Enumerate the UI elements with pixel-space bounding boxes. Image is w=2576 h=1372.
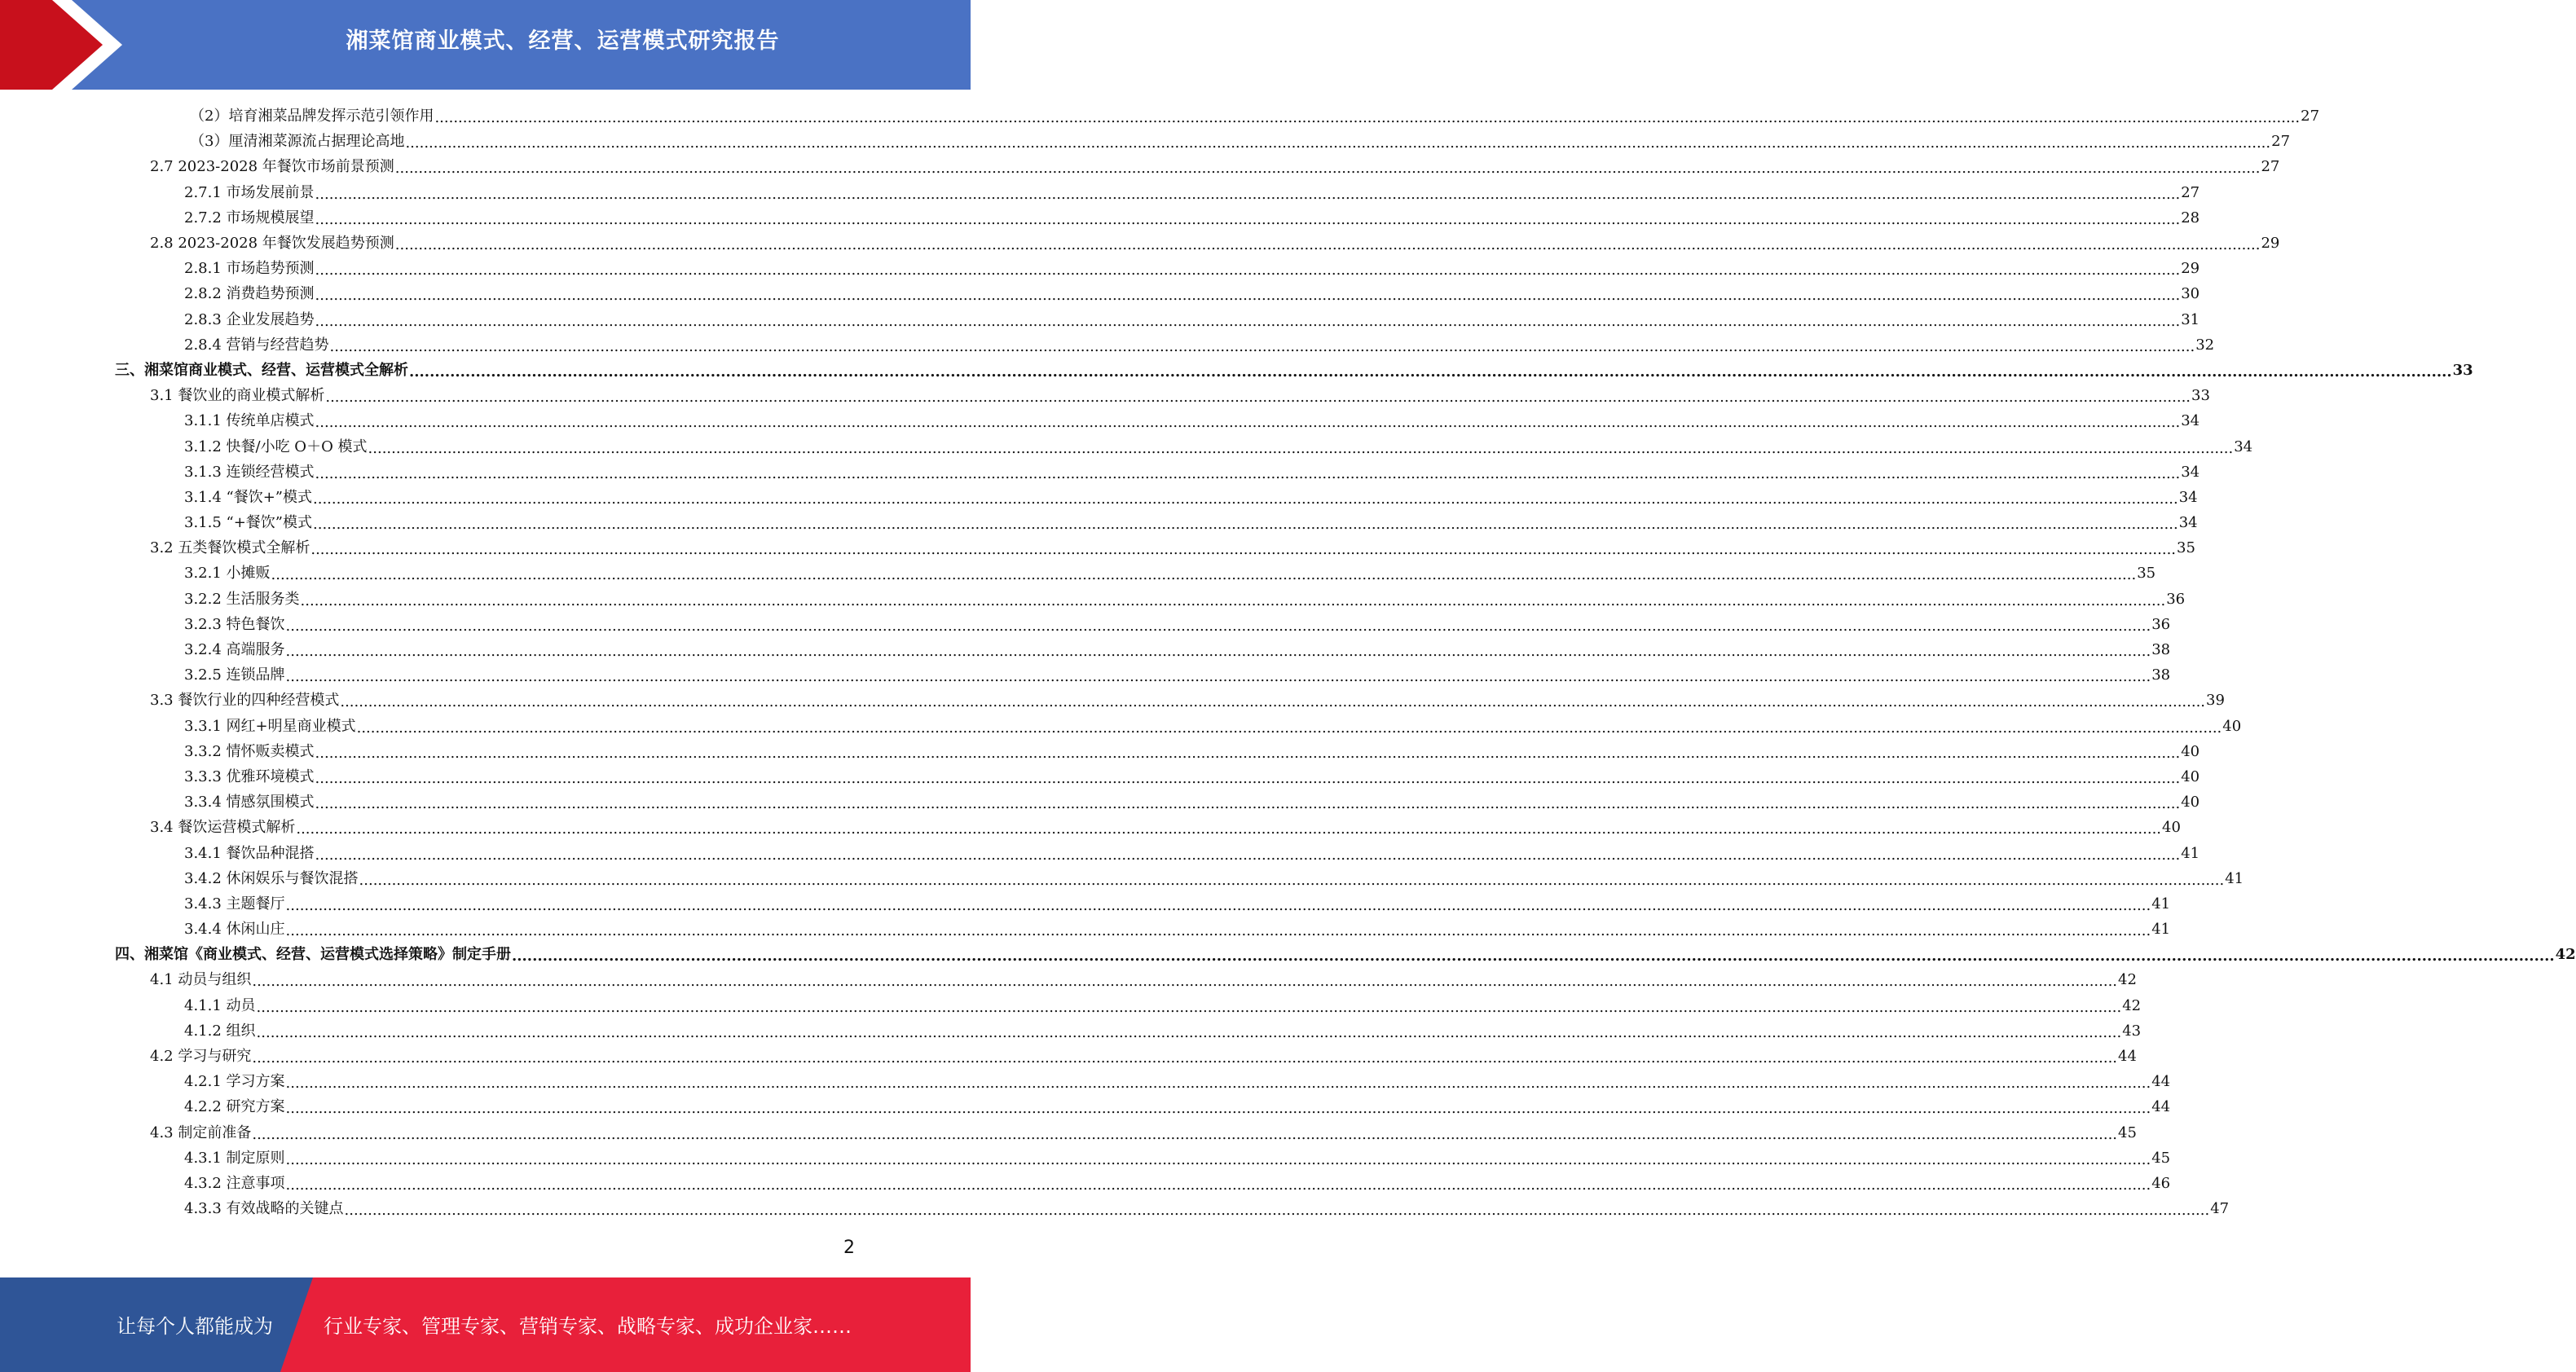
toc-entry-page: 45 — [2118, 1124, 2137, 1141]
toc-entry[interactable] — [0, 891, 2171, 917]
toc-entry-page: 29 — [2181, 260, 2200, 278]
toc-entry-label: 2.8.1 市场趋势预测 — [184, 260, 315, 278]
toc-entry[interactable] — [0, 967, 2137, 992]
toc-entry-page: 27 — [2301, 108, 2320, 125]
toc-entry[interactable] — [0, 383, 2210, 408]
toc-entry[interactable] — [0, 535, 2195, 561]
toc-entry-page: 38 — [2151, 641, 2171, 659]
toc-dot-leader: ................................................................................................................................................................................................................................................................................................................................................................................................................ — [256, 1023, 2122, 1041]
toc-entry-label: 3.4 餐饮运营模式解析 — [150, 819, 296, 837]
toc-entry-label: 4.2 学习与研究 — [150, 1048, 252, 1066]
toc-entry-page: 27 — [2181, 183, 2200, 201]
toc-entry[interactable] — [0, 485, 2198, 510]
toc-entry-page: 31 — [2181, 310, 2200, 328]
toc-entry-page: 27 — [2261, 158, 2280, 176]
toc-entry[interactable] — [0, 332, 2215, 358]
toc-entry[interactable] — [0, 408, 2200, 433]
toc-entry-label: 4.2.1 学习方案 — [184, 1073, 285, 1091]
toc-entry-page: 36 — [2151, 615, 2171, 633]
toc-dot-leader: ................................................................................................................................................................................................................................................................................................................................................................................................................ — [285, 643, 2151, 661]
toc-entry[interactable] — [0, 1094, 2171, 1119]
toc-entry-page: 34 — [2181, 412, 2200, 430]
toc-dot-leader: ................................................................................................................................................................................................................................................................................................................................................................................................................ — [285, 1150, 2151, 1168]
toc-dot-leader: ................................................................................................................................................................................................................................................................................................................................................................................................................ — [394, 236, 2261, 254]
toc-entry-page: 34 — [2234, 438, 2253, 455]
toc-entry-page: 40 — [2181, 742, 2200, 760]
toc-dot-leader: ................................................................................................................................................................................................................................................................................................................................................................................................................ — [329, 337, 2195, 355]
footer-slogan-right: 行业专家、管理专家、营销专家、战略专家、成功企业家…… — [324, 1315, 852, 1338]
toc-entry-page: 33 — [2452, 361, 2473, 379]
toc-entry-label: （3）厘清湘菜源流占据理论高地 — [190, 133, 405, 151]
toc-entry[interactable] — [0, 358, 2473, 383]
toc-entry[interactable] — [0, 764, 2200, 789]
toc-dot-leader: ................................................................................................................................................................................................................................................................................................................................................................................................................ — [315, 210, 2181, 228]
toc-entry-label: 3.2.3 特色餐饮 — [184, 615, 285, 633]
toc-entry-label: 3.2.2 生活服务类 — [184, 590, 300, 608]
toc-entry-page: 44 — [2151, 1073, 2171, 1091]
toc-entry[interactable] — [0, 460, 2200, 485]
toc-entry-page: 38 — [2151, 666, 2171, 684]
toc-entry[interactable] — [0, 307, 2200, 332]
toc-entry-page: 45 — [2151, 1149, 2171, 1167]
toc-entry-page: 41 — [2151, 895, 2171, 912]
toc-entry-label: 2.7 2023-2028 年餐饮市场前景预测 — [150, 158, 394, 176]
toc-entry[interactable] — [0, 180, 2200, 205]
toc-entry-label: 4.3.1 制定原则 — [184, 1149, 285, 1167]
toc-entry-label: 3.1.5 “+餐饮”模式 — [184, 514, 313, 532]
toc-entry-page: 41 — [2151, 921, 2171, 939]
toc-dot-leader: ................................................................................................................................................................................................................................................................................................................................................................................................................ — [315, 185, 2181, 203]
toc-dot-leader: ................................................................................................................................................................................................................................................................................................................................................................................................................ — [300, 591, 2166, 609]
toc-entry[interactable] — [0, 129, 2291, 154]
toc-dot-leader: ................................................................................................................................................................................................................................................................................................................................................................................................................ — [315, 464, 2181, 482]
toc-entry[interactable] — [0, 231, 2280, 256]
toc-entry-label: 2.8.4 营销与经营趋势 — [184, 336, 329, 354]
toc-entry-page: 33 — [2191, 387, 2210, 405]
toc-entry-label: 2.8.2 消费趋势预测 — [184, 285, 315, 303]
toc-entry[interactable] — [0, 256, 2200, 281]
toc-entry-label: 4.1.1 动员 — [184, 996, 256, 1014]
toc-entry-label: 3.1.1 传统单店模式 — [184, 412, 315, 430]
toc-entry-page: 46 — [2151, 1174, 2171, 1192]
toc-entry-label: 3.4.4 休闲山庄 — [184, 921, 285, 939]
document-title: 湘菜馆商业模式、经营、运营模式研究报告 — [346, 29, 780, 54]
toc-entry-page: 42 — [2118, 971, 2137, 989]
toc-entry-label: 3.3.3 优雅环境模式 — [184, 767, 315, 785]
toc-entry-page: 42 — [2122, 996, 2142, 1014]
toc-entry-page: 41 — [2181, 844, 2200, 862]
toc-dot-leader: ................................................................................................................................................................................................................................................................................................................................................................................................................ — [313, 490, 2178, 508]
toc-entry-label: 4.3.2 注意事项 — [184, 1174, 285, 1192]
toc-entry-page: 35 — [2137, 565, 2156, 583]
footer-slogan-left: 让每个人都能成为 — [117, 1315, 273, 1338]
toc-entry-label: 3.2.5 连锁品牌 — [184, 666, 285, 684]
toc-entry-label: （2）培育湘菜品牌发挥示范引领作用 — [190, 108, 434, 125]
chevron-decoration-icon — [0, 0, 130, 90]
toc-entry-page: 32 — [2195, 336, 2215, 354]
toc-entry[interactable] — [0, 866, 2244, 891]
toc-entry-label: 3.1.2 快餐/小吃 O＋O 模式 — [184, 438, 368, 455]
toc-entry[interactable] — [0, 840, 2200, 865]
toc-dot-leader: ................................................................................................................................................................................................................................................................................................................................................................................................................ — [285, 668, 2151, 686]
toc-dot-leader: ................................................................................................................................................................................................................................................................................................................................................................................................................ — [340, 693, 2206, 711]
toc-dot-leader: ................................................................................................................................................................................................................................................................................................................................................................................................................ — [405, 134, 2271, 152]
toc-entry-label: 4.3.3 有效战略的关键点 — [184, 1200, 344, 1218]
toc-dot-leader: ................................................................................................................................................................................................................................................................................................................................................................................................................ — [315, 795, 2181, 813]
toc-entry[interactable] — [0, 1171, 2171, 1196]
toc-dot-leader: ................................................................................................................................................................................................................................................................................................................................................................................................................ — [344, 1202, 2210, 1220]
header-banner — [0, 0, 971, 90]
toc-dot-leader: ................................................................................................................................................................................................................................................................................................................................................................................................................ — [359, 871, 2225, 889]
toc-entry-page: 40 — [2222, 717, 2242, 735]
toc-entry-label: 3.4.3 主题餐厅 — [184, 895, 285, 912]
toc-entry-label: 3.4.2 休闲娱乐与餐饮混搭 — [184, 869, 359, 887]
toc-entry-page: 42 — [2555, 946, 2576, 964]
toc-entry-label: 4.2.2 研究方案 — [184, 1098, 285, 1116]
toc-entry-label: 2.8 2023-2028 年餐饮发展趋势预测 — [150, 235, 394, 253]
toc-dot-leader: ................................................................................................................................................................................................................................................................................................................................................................................................................ — [315, 312, 2181, 330]
toc-entry-label: 2.7.2 市场规模展望 — [184, 209, 315, 226]
toc-entry[interactable] — [0, 205, 2200, 231]
toc-entry[interactable] — [0, 942, 2576, 967]
toc-entry-label: 2.7.1 市场发展前景 — [184, 183, 315, 201]
toc-entry-page: 30 — [2181, 285, 2200, 303]
toc-dot-leader: ................................................................................................................................................................................................................................................................................................................................................................................................................ — [313, 516, 2178, 534]
toc-dot-leader: ................................................................................................................................................................................................................................................................................................................................................................................................................ — [315, 262, 2181, 279]
toc-entry-page: 40 — [2181, 767, 2200, 785]
toc-entry-label: 3.2.1 小摊贩 — [184, 565, 271, 583]
toc-entry[interactable] — [0, 688, 2225, 713]
toc-entry-label: 4.1 动员与组织 — [150, 971, 252, 989]
toc-entry-label: 3.3.2 情怀贩卖模式 — [184, 742, 315, 760]
toc-dot-leader: ................................................................................................................................................................................................................................................................................................................................................................................................................ — [256, 998, 2122, 1016]
toc-entry[interactable] — [0, 789, 2200, 815]
toc-entry-page: 35 — [2177, 539, 2195, 557]
toc-entry[interactable] — [0, 281, 2200, 306]
toc-dot-leader: ................................................................................................................................................................................................................................................................................................................................................................................................................ — [285, 1176, 2151, 1194]
toc-dot-leader: ................................................................................................................................................................................................................................................................................................................................................................................................................ — [285, 896, 2151, 914]
toc-entry[interactable] — [0, 1018, 2142, 1044]
toc-dot-leader: ................................................................................................................................................................................................................................................................................................................................................................................................................ — [394, 160, 2261, 178]
toc-entry-label: 3.2.4 高端服务 — [184, 641, 285, 659]
toc-dot-leader: ................................................................................................................................................................................................................................................................................................................................................................................................................ — [252, 973, 2118, 991]
toc-entry[interactable] — [0, 1069, 2171, 1094]
toc-entry[interactable] — [0, 103, 2320, 129]
toc-entry-label: 4.1.2 组织 — [184, 1022, 256, 1040]
toc-entry[interactable] — [0, 739, 2200, 764]
toc-entry-page: 34 — [2178, 488, 2198, 506]
toc-entry[interactable] — [0, 815, 2181, 840]
toc-entry-label: 3.2 五类餐饮模式全解析 — [150, 539, 310, 557]
toc-entry-page: 29 — [2261, 235, 2280, 253]
toc-entry-page: 47 — [2210, 1200, 2230, 1218]
toc-entry-label: 四、湘菜馆《商业模式、经营、运营模式选择策略》制定手册 — [115, 946, 511, 964]
toc-entry-label: 3.3.1 网红+明星商业模式 — [184, 717, 356, 735]
toc-entry-label: 3.3.4 情感氛围模式 — [184, 794, 315, 811]
toc-entry[interactable] — [0, 561, 2156, 586]
toc-entry-label: 3.1.3 连锁经营模式 — [184, 463, 315, 481]
toc-entry-label: 3.3 餐饮行业的四种经营模式 — [150, 692, 340, 710]
toc-dot-leader: ................................................................................................................................................................................................................................................................................................................................................................................................................ — [252, 1125, 2118, 1143]
toc-entry[interactable] — [0, 662, 2171, 688]
toc-entry[interactable] — [0, 587, 2186, 612]
toc-dot-leader: ................................................................................................................................................................................................................................................................................................................................................................................................................ — [315, 846, 2181, 864]
toc-dot-leader: ................................................................................................................................................................................................................................................................................................................................................................................................................ — [434, 109, 2301, 127]
toc-entry[interactable] — [0, 154, 2280, 179]
footer-banner — [0, 1277, 971, 1372]
toc-entry[interactable] — [0, 1044, 2137, 1069]
toc-dot-leader: ................................................................................................................................................................................................................................................................................................................................................................................................................ — [315, 287, 2181, 305]
toc-entry-page: 43 — [2122, 1022, 2142, 1040]
toc-entry-page: 44 — [2151, 1098, 2171, 1116]
toc-dot-leader: ................................................................................................................................................................................................................................................................................................................................................................................................................ — [315, 744, 2181, 762]
toc-dot-leader: ................................................................................................................................................................................................................................................................................................................................................................................................................ — [409, 363, 2452, 380]
toc-dot-leader: ................................................................................................................................................................................................................................................................................................................................................................................................................ — [285, 1075, 2151, 1093]
toc-entry[interactable] — [0, 1120, 2137, 1146]
toc-entry[interactable] — [0, 714, 2242, 739]
toc-dot-leader: ................................................................................................................................................................................................................................................................................................................................................................................................................ — [356, 719, 2222, 737]
toc-entry-page: 36 — [2166, 590, 2186, 608]
toc-entry[interactable] — [0, 612, 2171, 637]
page-number: 2 — [843, 1238, 855, 1258]
toc-entry-label: 3.4.1 餐饮品种混搭 — [184, 844, 315, 862]
toc-entry-page: 44 — [2118, 1048, 2137, 1066]
toc-dot-leader: ................................................................................................................................................................................................................................................................................................................................................................................................................ — [512, 948, 2555, 965]
toc-entry-label: 3.1 餐饮业的商业模式解析 — [150, 387, 325, 405]
toc-dot-leader: ................................................................................................................................................................................................................................................................................................................................................................................................................ — [252, 1049, 2118, 1067]
toc-entry-page: 28 — [2181, 209, 2200, 226]
toc-dot-leader: ................................................................................................................................................................................................................................................................................................................................................................................................................ — [315, 769, 2181, 787]
toc-entry-page: 34 — [2181, 463, 2200, 481]
toc-dot-leader: ................................................................................................................................................................................................................................................................................................................................................................................................................ — [285, 1100, 2151, 1118]
toc-entry-label: 2.8.3 企业发展趋势 — [184, 310, 315, 328]
table-of-contents — [0, 103, 2576, 1221]
toc-entry-label: 三、湘菜馆商业模式、经营、运营模式全解析 — [115, 361, 408, 379]
toc-dot-leader: ................................................................................................................................................................................................................................................................................................................................................................................................................ — [285, 922, 2151, 940]
toc-entry-label: 3.1.4 “餐饮+”模式 — [184, 488, 313, 506]
toc-dot-leader: ................................................................................................................................................................................................................................................................................................................................................................................................................ — [368, 439, 2234, 457]
toc-dot-leader: ................................................................................................................................................................................................................................................................................................................................................................................................................ — [285, 617, 2151, 635]
toc-entry-label: 4.3 制定前准备 — [150, 1124, 252, 1141]
toc-entry-page: 40 — [2181, 794, 2200, 811]
toc-entry[interactable] — [0, 1146, 2171, 1171]
toc-entry-page: 39 — [2206, 692, 2225, 710]
toc-dot-leader: ................................................................................................................................................................................................................................................................................................................................................................................................................ — [296, 820, 2162, 838]
toc-entry[interactable] — [0, 917, 2171, 942]
toc-entry-page: 34 — [2178, 514, 2198, 532]
toc-entry[interactable] — [0, 510, 2198, 535]
toc-dot-leader: ................................................................................................................................................................................................................................................................................................................................................................................................................ — [325, 389, 2191, 407]
toc-entry[interactable] — [0, 1196, 2230, 1221]
toc-dot-leader: ................................................................................................................................................................................................................................................................................................................................................................................................................ — [271, 566, 2137, 584]
toc-entry-page: 40 — [2162, 819, 2181, 837]
toc-dot-leader: ................................................................................................................................................................................................................................................................................................................................................................................................................ — [310, 541, 2177, 559]
toc-entry[interactable] — [0, 993, 2142, 1018]
toc-entry-page: 27 — [2271, 133, 2291, 151]
toc-entry[interactable] — [0, 433, 2253, 459]
toc-entry-page: 41 — [2225, 869, 2244, 887]
toc-dot-leader: ................................................................................................................................................................................................................................................................................................................................................................................................................ — [315, 414, 2181, 432]
toc-entry[interactable] — [0, 637, 2171, 662]
